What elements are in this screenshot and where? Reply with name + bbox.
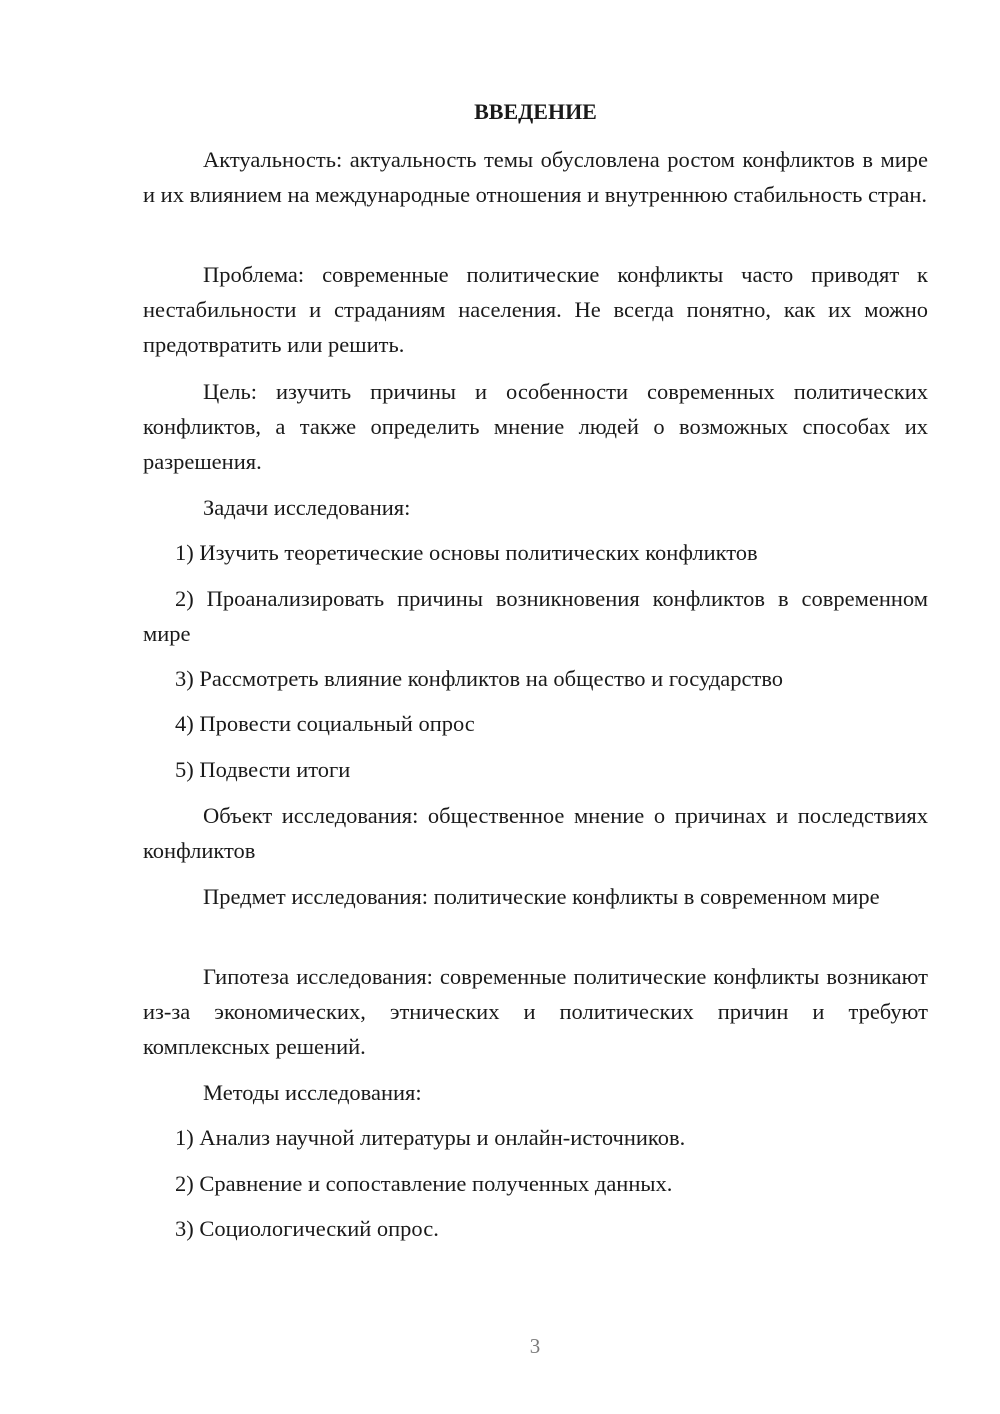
task-item: 1) Изучить теоретические основы политических конфликтов (175, 540, 758, 565)
method-item: 1) Анализ научной литературы и онлайн-источников. (175, 1125, 686, 1150)
task-item: 3) Рассмотреть влияние конфликтов на общество и государство (175, 666, 784, 691)
task-item: 5) Подвести итоги (175, 757, 351, 782)
paragraph-object: Объект исследования: общественное мнение о причинах и последствиях конфликтов (143, 803, 928, 863)
task-item: 2) Проанализировать причины возникновения конфликтов в современном мире (143, 586, 928, 646)
page-number: 3 (529, 1334, 541, 1358)
tasks-heading: Задачи исследования: (203, 495, 411, 520)
methods-heading: Методы исследования: (203, 1080, 422, 1105)
paragraph-problem: Проблема: современные политические конфликты часто приводят к нестабильности и страданиям населения. Не всегда понятно, как их можно предотвратить или решить. (143, 262, 928, 357)
paragraph-subject: Предмет исследования: политические конфликты в современном мире (203, 884, 880, 909)
paragraph-relevance: Актуальность: актуальность темы обусловлена ростом конфликтов в мире и их влиянием на международные отношения и внутреннюю стабильность стран. (143, 147, 928, 207)
task-item: 4) Провести социальный опрос (175, 711, 475, 736)
method-item: 3) Социологический опрос. (175, 1216, 439, 1241)
method-item: 2) Сравнение и сопоставление полученных данных. (175, 1171, 673, 1196)
paragraph-hypothesis: Гипотеза исследования: современные политические конфликты возникают из-за экономических, этнических и политических причин и требуют комплексных решений. (143, 964, 928, 1059)
section-heading: ВВЕДЕНИЕ (474, 99, 597, 124)
paragraph-goal: Цель: изучить причины и особенности современных политических конфликтов, а также определить мнение людей о возможных способах их разрешения. (143, 379, 928, 474)
